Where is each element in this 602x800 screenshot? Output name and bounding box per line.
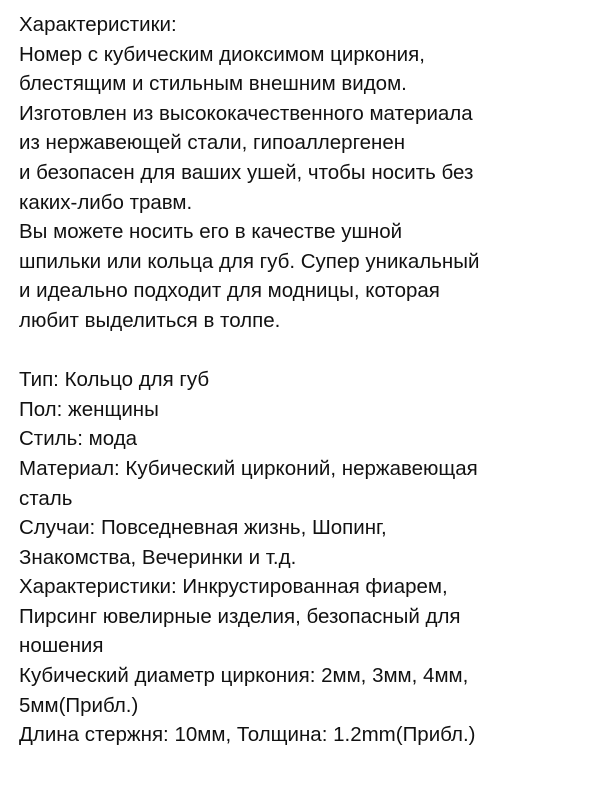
paragraph-gap	[19, 336, 597, 366]
specs-section	[19, 365, 597, 750]
spec-gender: Пол: женщины	[19, 397, 159, 421]
spec-diameter-cont: 5мм(Прибл.)	[19, 693, 139, 717]
spec-rod-length: Длина стержня: 10мм, Толщина: 1.2mm(Прибл.)	[19, 723, 476, 747]
description-line: и безопасен для ваших ушей, чтобы носить без	[19, 160, 474, 184]
product-description-document	[19, 10, 597, 750]
description-heading: Характеристики:	[19, 13, 177, 36]
description-line: из нержавеющей стали, гипоаллергенен	[19, 131, 406, 155]
spec-diameter: Кубический диаметр циркония: 2мм, 3мм, 4мм,	[19, 664, 469, 688]
description-line: шпильки или кольца для губ. Супер уникальный	[19, 249, 480, 273]
description-line: Номер с кубическим диоксимом циркония,	[19, 42, 425, 66]
description-line: Вы можете носить его в качестве ушной	[19, 220, 403, 244]
spec-material-cont: сталь	[19, 486, 73, 510]
spec-style: Стиль: мода	[19, 427, 138, 451]
description-line: Изготовлен из высококачественного материала	[19, 101, 473, 125]
description-line: блестящим и стильным внешним видом.	[19, 72, 407, 96]
spec-material: Материал: Кубический цирконий, нержавеющая	[19, 456, 478, 480]
spec-occasions: Случаи: Повседневная жизнь, Шопинг,	[19, 516, 387, 540]
description-line: каких-либо травм.	[19, 190, 193, 214]
description-line: и идеально подходит для модницы, которая	[19, 279, 440, 303]
spec-occasions-cont: Знакомства, Вечеринки и т.д.	[19, 545, 297, 569]
spec-type: Тип: Кольцо для губ	[19, 368, 210, 392]
spec-features-cont: ношения	[19, 634, 104, 658]
description-line: любит выделиться в толпе.	[19, 308, 281, 332]
description-section	[19, 10, 597, 336]
spec-features: Характеристики: Инкрустированная фиарем,	[19, 575, 448, 599]
spec-features-cont: Пирсинг ювелирные изделия, безопасный для	[19, 604, 461, 628]
